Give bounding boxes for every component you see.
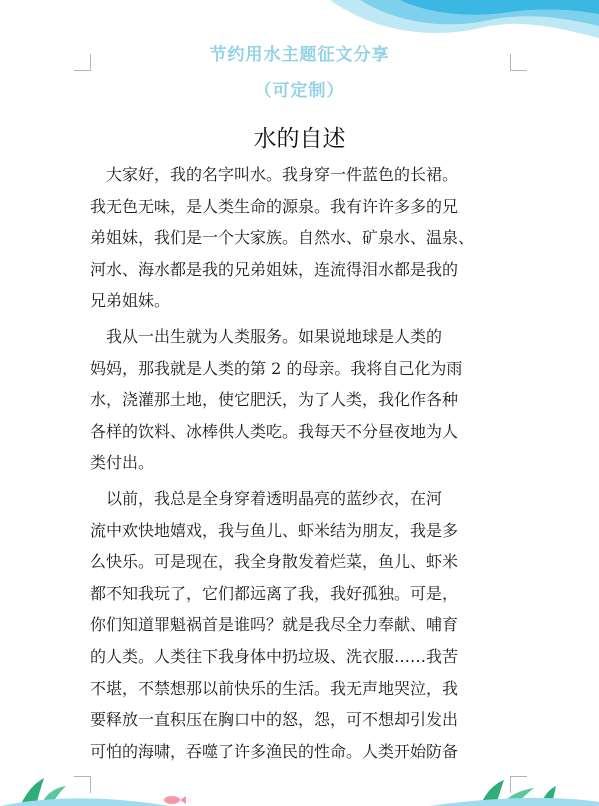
article-title: 水的自述 [253, 126, 346, 152]
text-line: 不堪，不禁想那以前快乐的生活。我无声地哭泣，我 [90, 678, 459, 698]
article-body [90, 159, 522, 767]
text-line: 类付出。 [90, 453, 155, 473]
text-line: 妈妈，那我就是人类的第 2 的母亲。我将自己化为雨 [90, 358, 463, 378]
text-line: 流中欢快地嬉戏，我与鱼儿、虾米结为朋友，我是多 [90, 520, 459, 540]
text-line: 可怕的海啸，吞噬了许多渔民的性命。人类开始防备 [90, 741, 459, 761]
corner-mark-bottom-left [74, 776, 91, 793]
text-line: 各样的饮料、冰棒供人类吃。我每天不分昼夜地为人 [90, 421, 459, 441]
paragraph [90, 159, 522, 317]
text-line: 大家好，我的名字叫水。我身穿一件蓝色的长裙。 [90, 165, 459, 184]
text-line: 么快乐。可是现在，我全身散发着烂菜，鱼儿、虾米 [90, 552, 459, 572]
header-subtitle: （可定制） [254, 81, 345, 101]
text-line: 你们知道罪魁祸首是谁吗？就是我尽全力奉献、哺育 [90, 615, 459, 635]
text-line: 水，浇灌那土地，使它肥沃，为了人类，我化作各种 [90, 390, 459, 410]
text-line: 都不知我玩了，它们都远离了我，我好孤独。可是， [90, 583, 459, 603]
text-line: 以前，我总是全身穿着透明晶亮的蓝纱衣，在河 [90, 488, 443, 508]
text-line: 弟姐妹，我们是一个大家族。自然水、矿泉水、温泉、 [90, 228, 475, 248]
paragraph [90, 321, 522, 479]
text-line: 河水、海水都是我的兄弟姐妹，连流得泪水都是我的 [90, 259, 459, 279]
text-line: 我无色无味，是人类生命的源泉。我有许许多多的兄 [90, 196, 459, 216]
corner-mark-bottom-right [510, 776, 527, 793]
paragraph [90, 483, 522, 767]
text-line: 要释放一直积压在胸口中的怒，怨，可不想却引发出 [90, 710, 459, 730]
header-title: 节约用水主题征文分享 [209, 45, 390, 65]
text-line: 兄弟姐妹。 [90, 291, 171, 311]
text-line: 的人类。人类往下我身体中扔垃圾、洗衣服……我苦 [90, 646, 459, 666]
text-line: 我从一出生就为人类服务。如果说地球是人类的 [90, 326, 443, 346]
